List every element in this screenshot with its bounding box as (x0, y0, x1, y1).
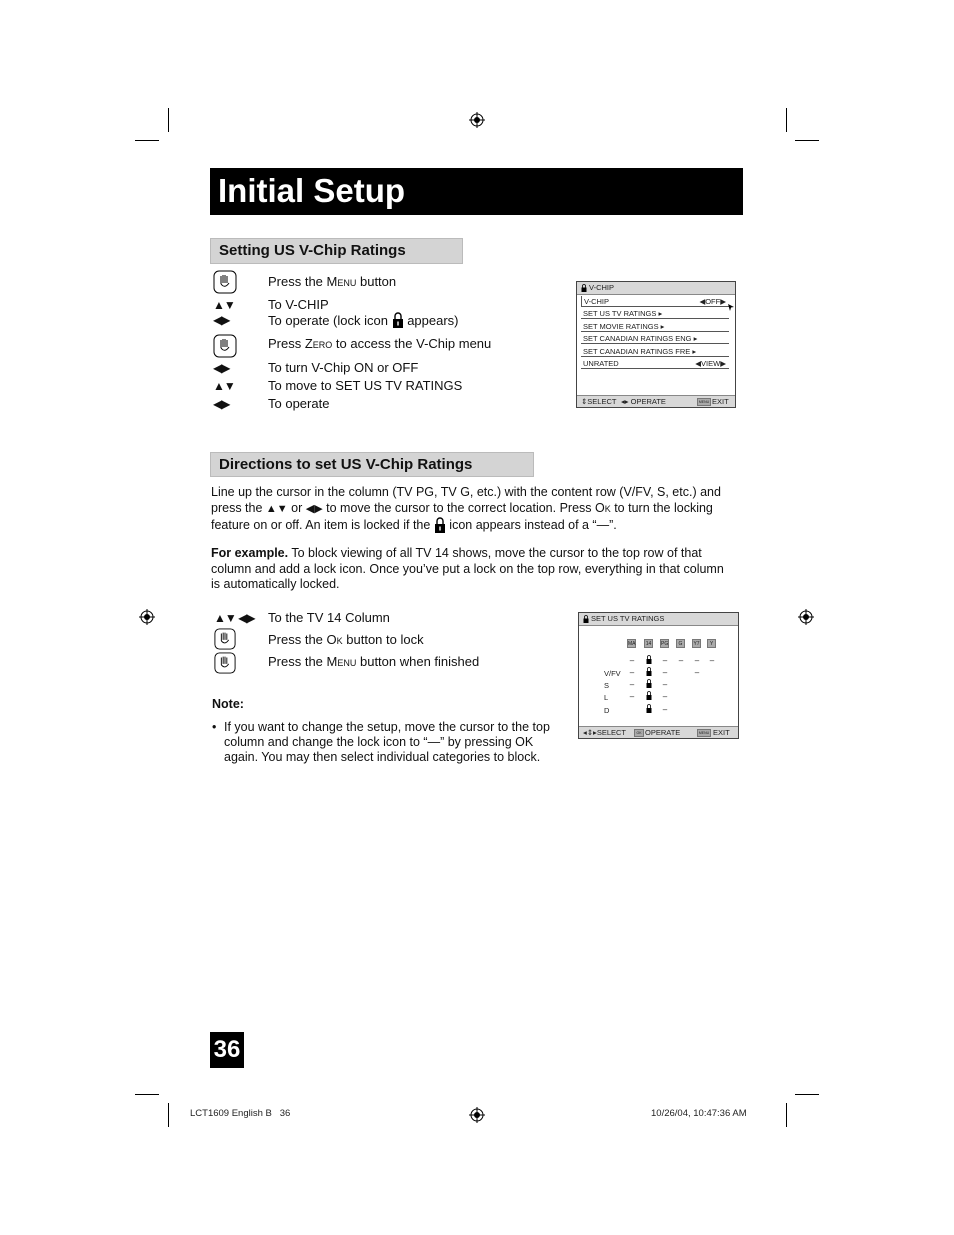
left-right-arrow-icon: ◀▶ (213, 313, 230, 327)
rating-column-head: Y7 (693, 641, 700, 647)
crop-mark (795, 140, 819, 141)
menu-key-icon: MENU (698, 400, 710, 404)
crop-mark (795, 1094, 819, 1095)
rating-dash: – (694, 668, 700, 677)
up-down-arrow-icon: ▲▼ (265, 502, 288, 515)
registration-mark-icon (139, 609, 155, 625)
step-text: To operate (lock icon appears) (268, 313, 459, 328)
crop-mark (786, 1103, 787, 1127)
rating-dash: – (629, 668, 635, 677)
page-number: 36 (210, 1032, 244, 1068)
vchip-menu-screen (576, 281, 736, 408)
screen-header: SET US TV RATINGS (579, 613, 738, 626)
menu-row: UNRATED ◀VIEW▶ (581, 358, 729, 369)
lock-icon (646, 679, 652, 688)
screen-footer (577, 395, 735, 407)
up-down-arrow-icon: ▲▼ (213, 379, 235, 393)
cursor-arrow-icon (728, 304, 734, 311)
rating-dash: – (629, 656, 635, 665)
operate-hint: ◂▸ OPERATE (621, 397, 666, 406)
up-down-arrow-icon: ▲▼ (213, 298, 235, 312)
lock-icon (581, 284, 587, 292)
step-text: Press Zero to access the V-Chip menu (268, 336, 492, 351)
rating-dash: – (662, 705, 668, 714)
step-text: Press the Menu button when finished (268, 654, 480, 669)
rating-dash: – (629, 692, 635, 701)
menu-row: SET MOVIE RATINGS ▸ (581, 321, 729, 332)
lock-icon (583, 615, 589, 623)
press-hand-icon (213, 652, 237, 674)
bullet: • (212, 720, 217, 734)
rating-dash: – (662, 668, 668, 677)
crop-mark (786, 108, 787, 132)
rating-dash: – (709, 656, 715, 665)
step-text: To operate (268, 396, 330, 411)
example-paragraph: For example. To block viewing of all TV 14 shows, move the cursor to the top row of that column and add a lock icon. Once you’ve put a lock on the top row, everything in that column is automatically locked. (211, 546, 724, 591)
lock-icon (646, 655, 652, 664)
four-way-arrow-icon: ▲▼ ◀▶ (214, 611, 255, 625)
content-row-label: V/FV (604, 669, 621, 678)
exit-hint: EXIT (712, 397, 729, 406)
left-right-arrow-icon: ◀▶ (305, 502, 323, 515)
rating-column-head: Y (707, 639, 716, 648)
press-hand-icon (213, 334, 237, 358)
step-text: Press the Menu button (268, 274, 397, 289)
operate-hint: OPERATE (645, 728, 681, 737)
lock-icon (646, 667, 652, 676)
registration-mark-icon (469, 1107, 485, 1123)
rating-dash: – (678, 656, 684, 665)
select-hint: ⇕SELECT (581, 397, 617, 406)
rating-column-head: G (676, 639, 685, 648)
lock-icon (646, 691, 652, 700)
rating-dash: – (662, 656, 668, 665)
step-text: To V-CHIP (268, 297, 329, 312)
step-text: To move to SET US TV RATINGS (268, 378, 463, 393)
menu-row: SET US TV RATINGS ▸ (581, 308, 729, 319)
rating-dash: – (629, 680, 635, 689)
page-title: Initial Setup (218, 172, 406, 209)
note-text: If you want to change the setup, move the cursor to the top column and change the lock icon to “—” by pressing OK again. You may then select individual categories to block. (224, 720, 550, 765)
menu-key-icon: MENU (698, 731, 710, 735)
menu-row: SET CANADIAN RATINGS ENG ▸ (581, 333, 729, 344)
content-row-label: D (604, 706, 610, 715)
directions-paragraph: Line up the cursor in the column (TV PG, TV G, etc.) with the content row (V/FV, S, etc.) and press the ▲▼ or ◀▶ to move the cursor to the correct location. Press Ok to turn the locking feature on or off. An item is locked if the icon appears instead of a “—”. (211, 485, 721, 532)
crop-mark (135, 140, 159, 141)
section-heading: Setting US V-Chip Ratings (210, 238, 463, 264)
tv-ratings-screen (578, 612, 739, 739)
ok-key-icon: OK (634, 729, 644, 737)
menu-row: V-CHIP ◀OFF▶ (581, 296, 729, 307)
press-hand-icon (213, 628, 237, 650)
menu-row: SET CANADIAN RATINGS FRE ▸ (581, 346, 729, 357)
footer-right: 10/26/04, 10:47:36 AM (651, 1108, 747, 1119)
section-heading: Directions to set US V-Chip Ratings (210, 452, 534, 477)
content-row-label: S (604, 681, 610, 690)
footer-left: LCT1609 English B 36 (190, 1108, 291, 1119)
rating-dash: – (694, 656, 700, 665)
press-hand-icon (213, 270, 237, 294)
left-right-arrow-icon: ◀▶ (213, 397, 230, 411)
lock-icon (392, 312, 404, 328)
select-hint: ◂⇕▸SELECT (583, 728, 627, 737)
screen-header: V-CHIP (577, 282, 735, 295)
note-title: Note: (212, 697, 244, 711)
screen-footer (579, 726, 738, 738)
crop-mark (135, 1094, 159, 1095)
lock-icon (434, 517, 446, 533)
crop-mark (168, 108, 169, 132)
crop-mark (168, 1103, 169, 1127)
registration-mark-icon (798, 609, 814, 625)
rating-dash: – (662, 692, 668, 701)
registration-mark-icon (469, 112, 485, 128)
lock-icon (646, 704, 652, 713)
rating-column-head: PG (661, 641, 669, 647)
exit-hint: EXIT (713, 728, 730, 737)
rating-column-head: 14 (645, 641, 652, 647)
step-text: To the TV 14 Column (268, 610, 390, 625)
step-text: Press the Ok button to lock (268, 632, 424, 647)
rating-dash: – (662, 680, 668, 689)
page-title-bar (210, 168, 743, 215)
content-row-label: L (604, 693, 609, 702)
step-text: To turn V-Chip ON or OFF (268, 360, 419, 375)
rating-column-head: MA (628, 641, 636, 647)
left-right-arrow-icon: ◀▶ (213, 361, 230, 375)
